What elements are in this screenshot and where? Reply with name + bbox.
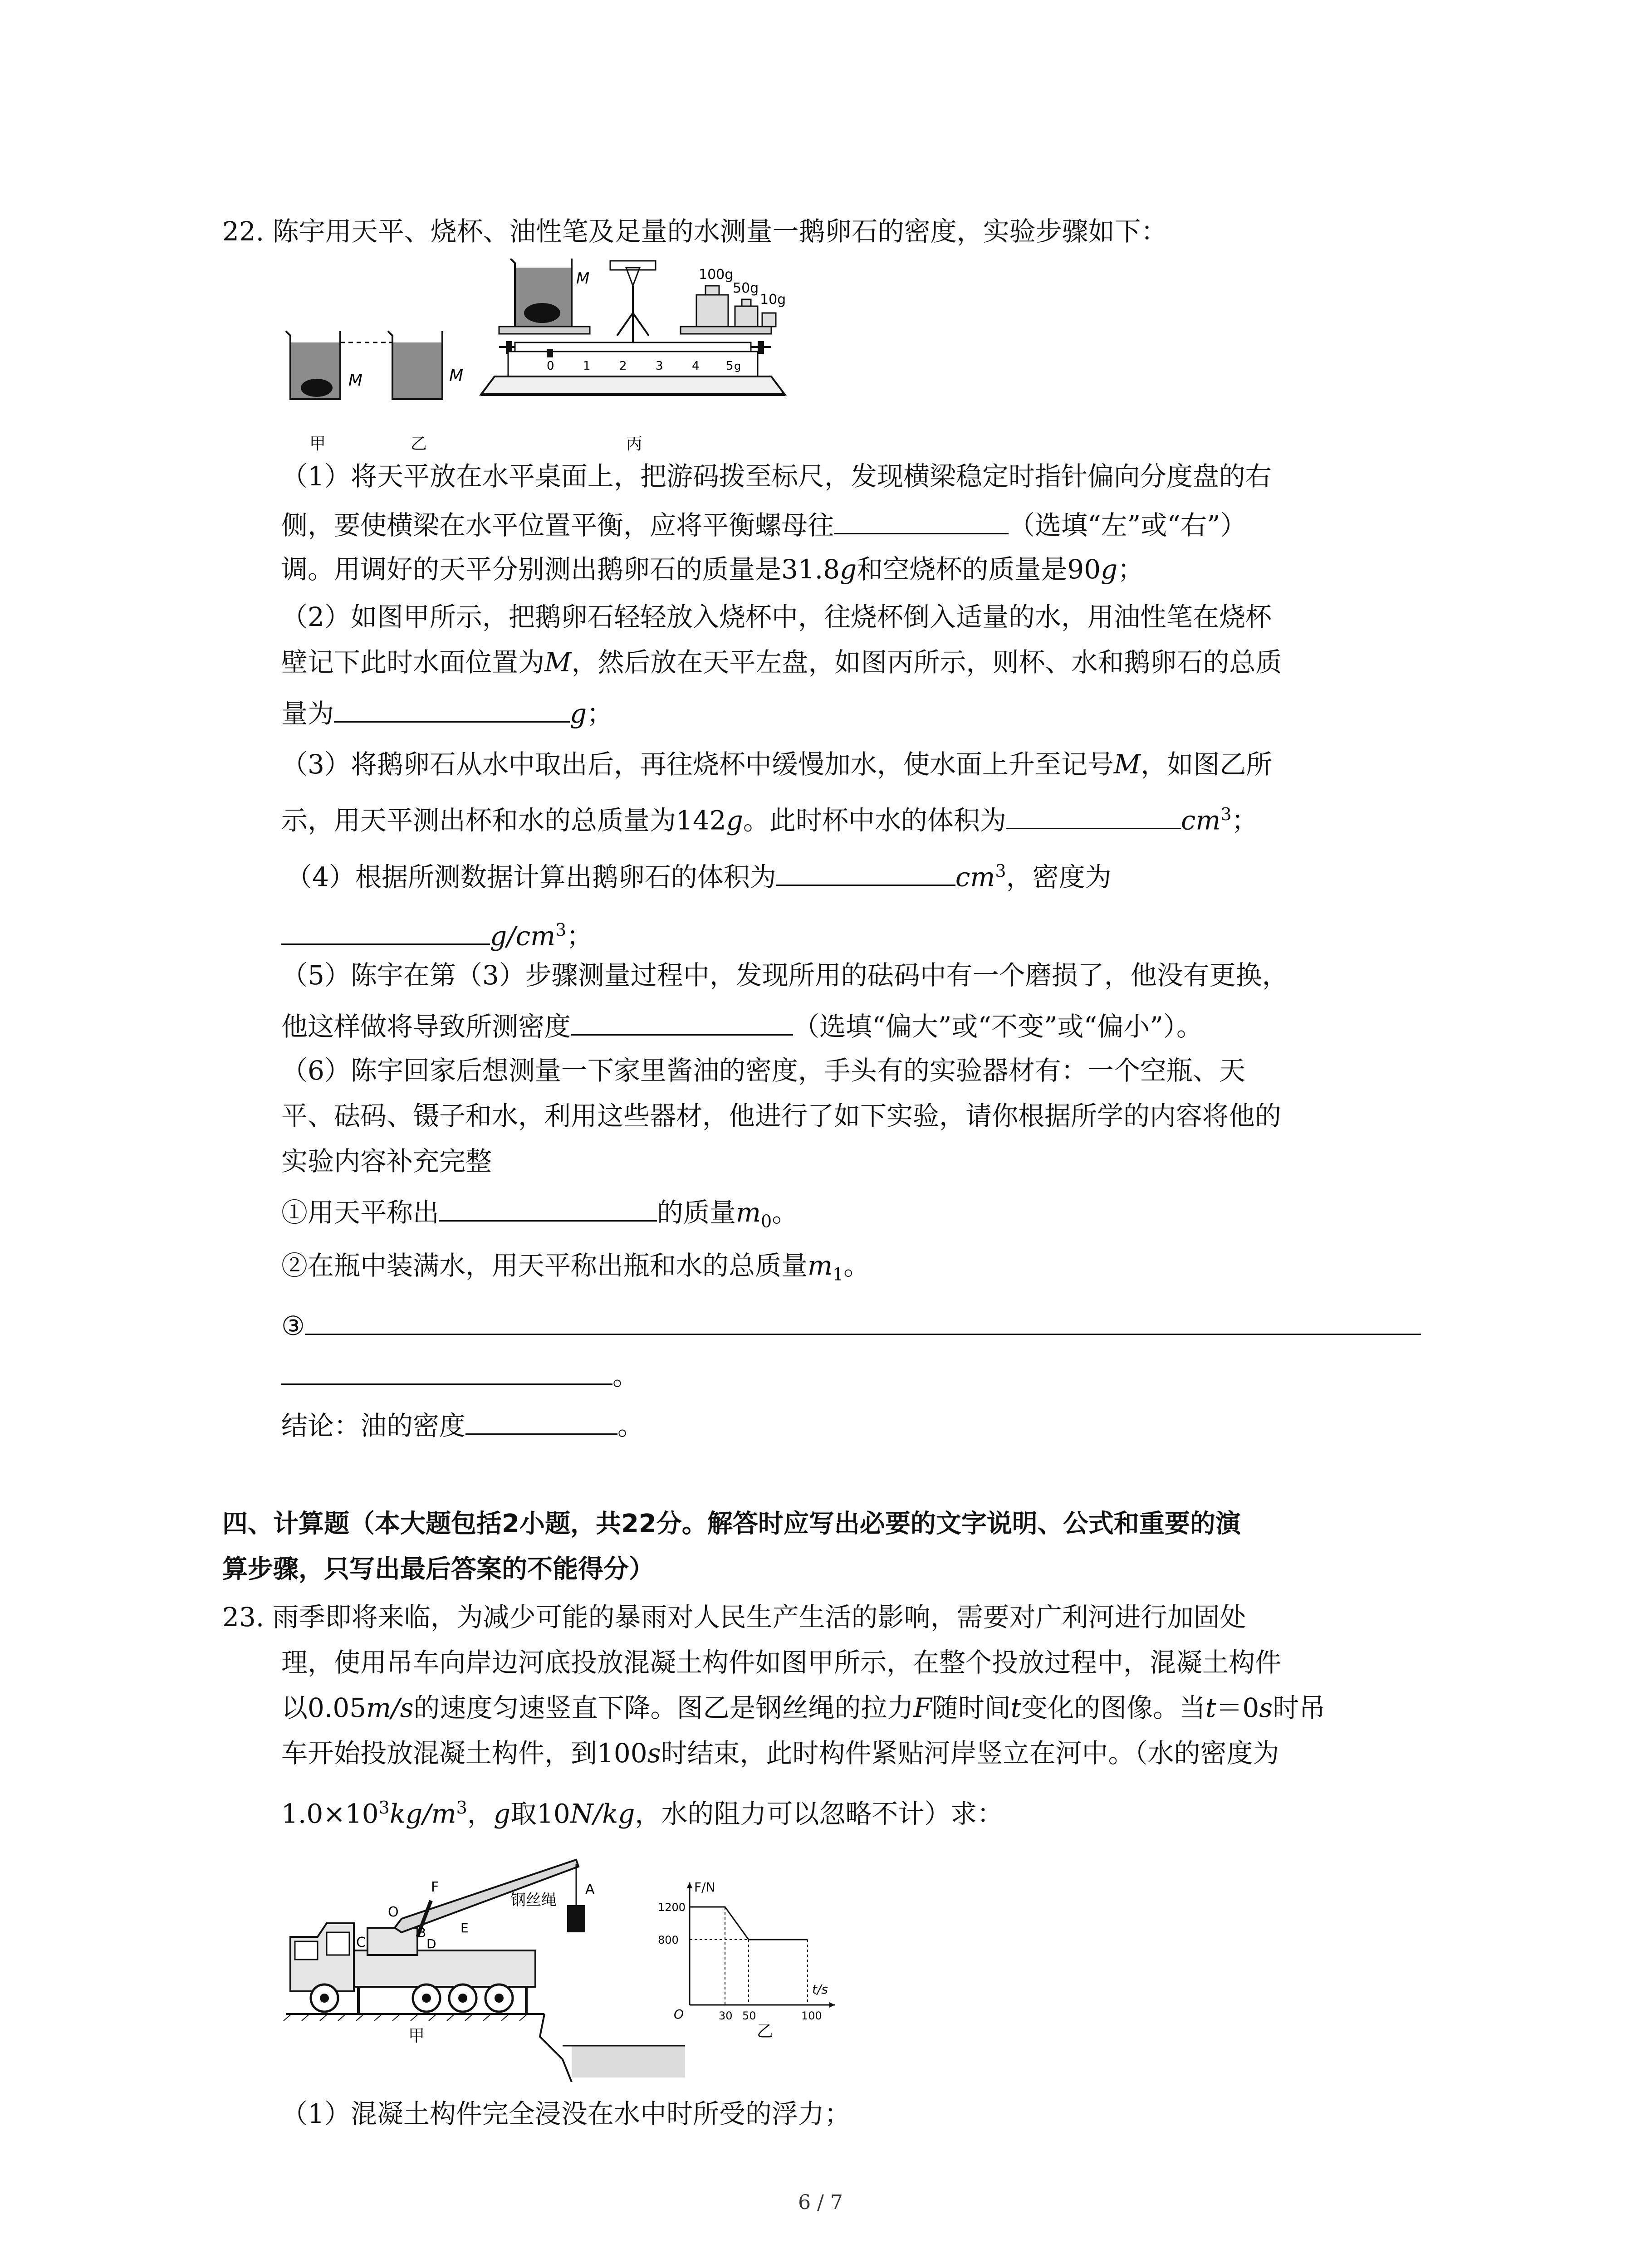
q22-p5-line2a: 他这样做将导致所测密度 xyxy=(281,1011,571,1042)
fig-label-bing: 丙 xyxy=(626,435,643,453)
var-f: F xyxy=(913,1692,932,1723)
q22-stem: 22. 陈宇用天平、烧杯、油性笔及足量的水测量一鹅卵石的密度，实验步骤如下： xyxy=(222,216,1167,247)
q23-line3a: 以0.05 xyxy=(281,1692,367,1723)
q22-p4-line1b: ，密度为 xyxy=(1006,861,1112,893)
q22-p1-line2a: 侧，要使横梁在水平位置平衡，应将平衡螺母往 xyxy=(281,510,834,541)
crane-label-a: A xyxy=(585,1882,595,1897)
unit-cm-1: cm xyxy=(1181,805,1221,836)
weight-50g-label: 50g xyxy=(733,280,759,296)
answer-blank-4[interactable] xyxy=(776,857,955,886)
q22-p3-line2 xyxy=(281,796,1258,838)
crane-figure xyxy=(281,1846,690,2082)
q22-p2-line2 xyxy=(281,644,1282,680)
weight-100g-label: 100g xyxy=(699,267,734,283)
mark-m-bing: M xyxy=(576,269,590,288)
crane-label-wire: 钢丝绳 xyxy=(510,1891,557,1909)
q22-p1-line2 xyxy=(281,506,1247,543)
x-tick-label: 100 xyxy=(801,2009,822,2022)
page-number: 6 / 7 xyxy=(798,2191,843,2214)
crane-label-d: D xyxy=(426,1936,436,1951)
answer-blank-2[interactable] xyxy=(334,694,570,723)
answer-blank-1[interactable] xyxy=(834,506,1009,534)
q22-step3-cont xyxy=(281,1356,639,1394)
q23-line3 xyxy=(281,1690,1325,1726)
q22-p1-line1: （1）将天平放在水平桌面上，把游码拨至标尺，发现横梁稳定时指针偏向分度盘的右 xyxy=(281,461,1272,492)
q22-p1-line3 xyxy=(281,551,1144,587)
q23-line5b: ， xyxy=(467,1798,494,1829)
exp-3-2: 3 xyxy=(995,861,1006,881)
unit-g-cm: g/cm xyxy=(490,920,556,952)
q22-p5-line2b: （选填“偏大”或“不变”或“偏小”）。 xyxy=(793,1011,1203,1042)
answer-blank-5[interactable] xyxy=(281,916,490,945)
q22-p3-line1 xyxy=(281,746,1272,782)
q22-p5-line1: （5）陈宇在第（3）步骤测量过程中，发现所用的砝码中有一个磨损了，他没有更换， xyxy=(281,960,1288,991)
mark-m-text-2: M xyxy=(1113,749,1141,780)
crane-label-c: C xyxy=(356,1935,366,1950)
q22-p1-line3a: 调。用调好的天平分别测出鹅卵石的质量是31.8 xyxy=(281,554,840,585)
fig-label-jia: 甲 xyxy=(309,435,326,453)
scale-tick-0: 0 xyxy=(547,359,554,373)
scale-tick-4: 4 xyxy=(692,359,700,373)
q22-figure xyxy=(281,259,826,458)
mark-m-jia: M xyxy=(348,371,363,390)
force-series-line xyxy=(690,1907,808,1940)
y-tick-label: 1200 xyxy=(658,1901,686,1914)
q22-p3-line2c: ； xyxy=(1231,805,1258,836)
crane-label-f: F xyxy=(431,1879,439,1895)
unit-g-1: g xyxy=(840,554,857,585)
q22-conclusion-b: 。 xyxy=(617,1410,644,1441)
x-tick-label: 50 xyxy=(742,2009,756,2022)
q22-p4-line1 xyxy=(286,853,1112,895)
q22-step1b: 的质量 xyxy=(657,1197,736,1228)
crane-label-e: E xyxy=(460,1921,469,1936)
q22-p5-line2 xyxy=(281,1007,1203,1045)
balance-icon xyxy=(481,259,786,395)
q23-line1: 23. 雨季即将来临，为减少可能的暴雨对人民生产生活的影响，需要对广利河进行加固处 xyxy=(222,1602,1246,1633)
q23-line5a: 1.0×10 xyxy=(281,1798,379,1829)
unit-cm-2: cm xyxy=(955,861,995,893)
q22-p1-line3b: 和空烧杯的质量是90 xyxy=(857,554,1101,585)
scale-tick-5: 5 xyxy=(726,359,734,373)
unit-g-2: g xyxy=(1101,554,1118,585)
section4-line1: 四、计算题（本大题包括2小题，共22分。解答时应写出必要的文字说明、公式和重要的演 xyxy=(222,1509,1241,1539)
weight-10g-label: 10g xyxy=(760,292,786,308)
scale-tick-2: 2 xyxy=(619,359,627,373)
q22-p2-line1: （2）如图甲所示，把鹅卵石轻轻放入烧杯中，往烧杯倒入适量的水，用油性笔在烧杯 xyxy=(281,601,1272,632)
q23-line4 xyxy=(281,1735,1279,1771)
section4-line2: 算步骤，只写出最后答案的不能得分） xyxy=(222,1554,654,1584)
unit-s-2: s xyxy=(647,1738,661,1769)
q22-step3-end: 。 xyxy=(612,1360,639,1391)
q22-p3-line1a: （3）将鹅卵石从水中取出后，再往烧杯中缓慢加水，使水面上升至记号 xyxy=(281,749,1114,780)
crane-label-o: O xyxy=(388,1904,399,1920)
q22-p4-line2b: ； xyxy=(566,920,593,952)
var-m1: m xyxy=(808,1250,833,1281)
q23-line4a: 车开始投放混凝土构件，到100 xyxy=(281,1738,647,1769)
exp-3-5: 3 xyxy=(456,1798,467,1818)
q22-conclusion xyxy=(281,1406,644,1444)
q22-conclusion-a: 结论：油的密度 xyxy=(281,1410,466,1441)
q22-p1-line2b: （选填“左”或“右”） xyxy=(1009,510,1247,541)
var-t2: t xyxy=(1205,1692,1216,1723)
q22-p2-line2b: ，然后放在天平左盘，如图丙所示，则杯、水和鹅卵石的总质 xyxy=(571,647,1282,678)
q22-p3-line2a: 示，用天平测出杯和水的总质量为142 xyxy=(281,805,726,836)
q22-p2-line3 xyxy=(281,694,613,732)
q22-step1c: 。 xyxy=(772,1197,798,1228)
q23-line5d: ，水的阻力可以忽略不计）求： xyxy=(635,1798,1004,1829)
beaker-yi-icon xyxy=(388,331,442,399)
q22-step1 xyxy=(281,1193,798,1240)
q23-line2: 理，使用吊车向岸边河底投放混凝土构件如图甲所示，在整个投放过程中，混凝土构件 xyxy=(281,1647,1282,1678)
unit-s-1: s xyxy=(1259,1692,1273,1723)
y-tick-label: 800 xyxy=(658,1934,679,1946)
mark-m-text: M xyxy=(544,647,572,678)
q22-p4-line2 xyxy=(281,912,593,954)
answer-blank-7[interactable] xyxy=(439,1193,657,1222)
q23-line3b: 的速度匀速竖直下降。图乙是钢丝绳的拉力 xyxy=(413,1692,914,1723)
q22-step2c: 。 xyxy=(843,1250,870,1281)
q23-line3c: 随时间 xyxy=(931,1692,1011,1723)
sub-1: 1 xyxy=(833,1264,844,1285)
q22-step2a: ②在瓶中装满水，用天平称出瓶和水的总质量 xyxy=(281,1250,808,1281)
scale-unit: g xyxy=(734,360,741,372)
q22-p4-line1a: （4）根据所测数据计算出鹅卵石的体积为 xyxy=(286,861,776,893)
crane-label-b: B xyxy=(417,1925,426,1940)
force-time-chart xyxy=(649,1878,839,2041)
sub-0: 0 xyxy=(761,1211,772,1232)
unit-nkg: N/kg xyxy=(570,1798,635,1829)
var-t: t xyxy=(1010,1692,1022,1723)
q22-p2-line2a: 壁记下此时水面位置为 xyxy=(281,647,545,678)
var-g: g xyxy=(493,1798,510,1829)
q22-p1-line3c: ； xyxy=(1117,554,1144,585)
chart-ylabel: F/N xyxy=(694,1880,715,1895)
q22-p6-line2: 平、砝码、镊子和水，利用这些器材，他进行了如下实验，请你根据所学的内容将他的 xyxy=(281,1100,1282,1131)
q22-step3 xyxy=(281,1306,1421,1344)
q22-p6-line1: （6）陈宇回家后想测量一下家里酱油的密度，手头有的实验器材有：一个空瓶、天 xyxy=(281,1055,1245,1086)
beaker-jia-icon xyxy=(286,331,340,399)
answer-blank-10[interactable] xyxy=(465,1406,617,1435)
exp-3-3: 3 xyxy=(555,920,567,940)
unit-g-4: g xyxy=(726,805,743,836)
x-tick-label: 30 xyxy=(719,2009,733,2022)
answer-blank-3[interactable] xyxy=(1006,801,1181,829)
q22-p2-line3a: 量为 xyxy=(281,698,334,729)
answer-blank-8[interactable] xyxy=(305,1306,1421,1335)
chart-origin: O xyxy=(674,2007,684,2022)
q23-line5c: 取10 xyxy=(510,1798,570,1829)
mark-m-yi: M xyxy=(449,367,464,385)
var-m0: m xyxy=(736,1197,761,1228)
exp-3-4: 3 xyxy=(378,1798,390,1818)
scale-tick-1: 1 xyxy=(583,359,591,373)
unit-g-3: g xyxy=(570,698,587,729)
q22-p2-line3b: ； xyxy=(587,698,613,729)
q22-step1a: ①用天平称出 xyxy=(281,1197,440,1228)
q22-step2 xyxy=(281,1247,870,1293)
q22-p3-line1b: ，如图乙所 xyxy=(1141,749,1273,780)
q23-line4b: 时结束，此时构件紧贴河岸竖立在河中。（水的密度为 xyxy=(661,1738,1279,1769)
q23-line3f: 时吊 xyxy=(1273,1692,1326,1723)
q23-line3e: ＝0 xyxy=(1216,1692,1259,1723)
unit-ms: m/s xyxy=(366,1692,414,1723)
q23-line5 xyxy=(281,1789,1003,1832)
q22-p6-line3: 实验内容补充完整 xyxy=(281,1146,492,1177)
fig23-label-yi: 乙 xyxy=(757,2022,774,2041)
answer-blank-9[interactable] xyxy=(281,1356,612,1385)
fig23-label-jia: 甲 xyxy=(408,2027,425,2045)
q23-line3d: 变化的图像。当 xyxy=(1021,1692,1206,1723)
chart-xlabel: t/s xyxy=(812,1982,828,1997)
answer-blank-6[interactable] xyxy=(571,1007,793,1036)
q22-p3-line2b: 。此时杯中水的体积为 xyxy=(743,805,1006,836)
unit-kgm: kg/m xyxy=(389,1798,456,1829)
fig-label-yi: 乙 xyxy=(411,435,427,453)
exp-3-1: 3 xyxy=(1220,804,1232,824)
q22-step3a: ③ xyxy=(281,1310,305,1341)
q23-sub1: （1）混凝土构件完全浸没在水中时所受的浮力； xyxy=(281,2098,851,2129)
scale-tick-3: 3 xyxy=(656,359,663,373)
